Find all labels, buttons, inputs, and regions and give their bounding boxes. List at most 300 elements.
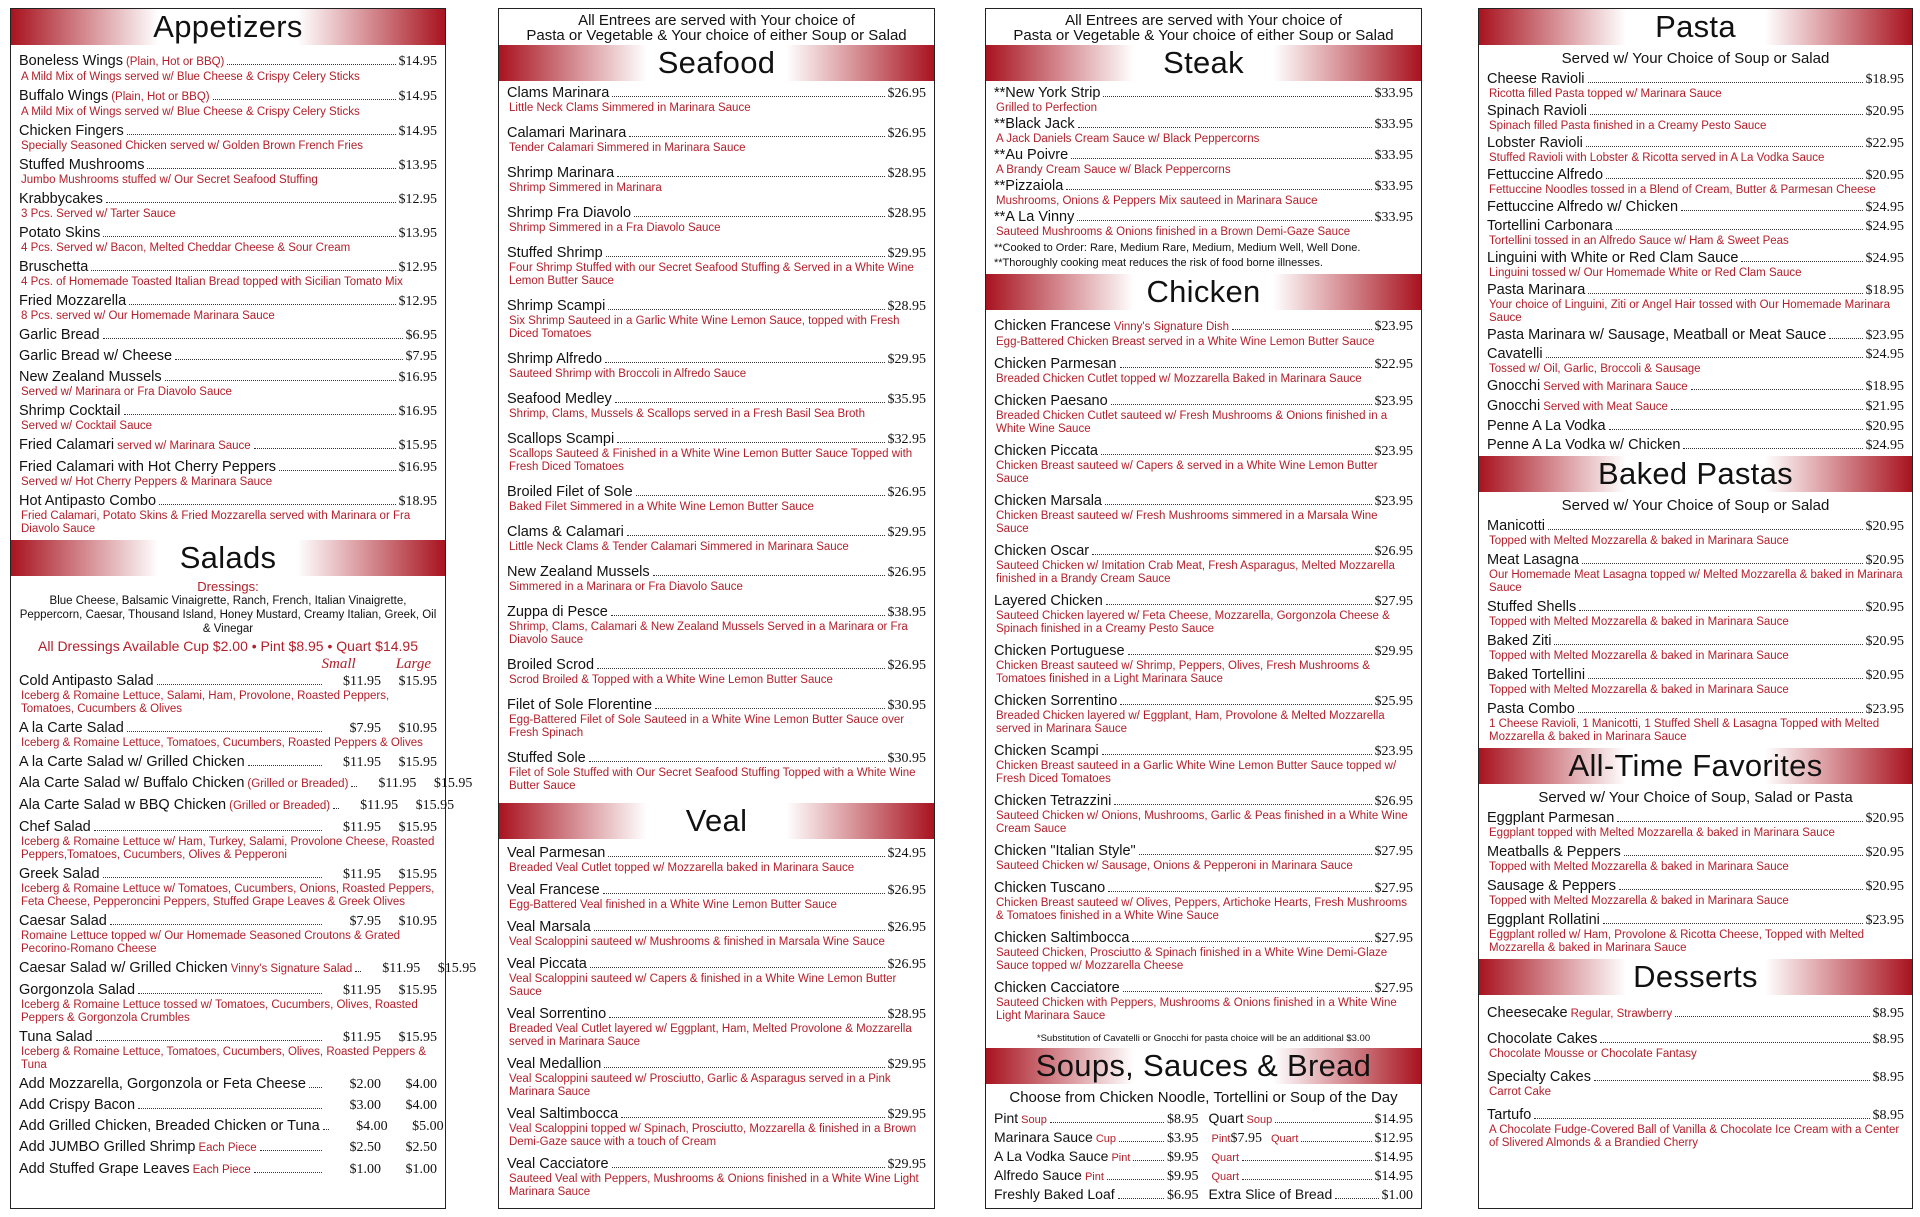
menu-item: [994, 843, 1413, 873]
menu-item-row: [19, 673, 437, 690]
menu-item-row: [1487, 437, 1904, 454]
menu-item: [994, 443, 1413, 486]
leader-dots: [617, 442, 884, 443]
menu-item: [1487, 633, 1904, 663]
item-name: [19, 259, 88, 276]
leader-dots: [1132, 941, 1371, 942]
menu-item-row: [1487, 1107, 1904, 1124]
menu-item: [1487, 1031, 1904, 1061]
menu-item: [994, 543, 1413, 586]
item-price: $12.95: [1374, 1131, 1413, 1146]
item-description: Shrimp, Clams, Calamari & New Zealand Mussels Served in a Marinara or Fra Diavolo Sauce: [509, 621, 908, 646]
menu-panel-4: [1478, 8, 1913, 1209]
item-price: $14.95: [398, 54, 437, 69]
item-name-text: Potato Skins: [19, 225, 101, 241]
menu-item: [507, 524, 926, 554]
menu-item: [1487, 199, 1904, 216]
item-name-text: Clams & Calamari: [507, 524, 624, 540]
leader-dots: [309, 1087, 322, 1088]
baked-subtitle: Served w/ Your Choice of Soup or Salad: [1561, 497, 1830, 514]
menu-item: [994, 1167, 1199, 1186]
menu-item-row: [1487, 1069, 1904, 1086]
item-name-text: Gnocchi: [1487, 398, 1541, 414]
menu-item-row: [19, 1139, 437, 1157]
item-name: [507, 85, 609, 102]
item-description: Topped with Melted Mozzarella & baked in Marinara Sauce: [1489, 895, 1789, 907]
item-note: (Grilled or Breaded): [247, 778, 349, 790]
menu-item: [994, 743, 1413, 786]
item-description: Fried Calamari, Potato Skins & Fried Mozzarella served with Marinara or Fra Diavolo Sauce: [21, 510, 411, 535]
leader-dots: [1107, 1179, 1164, 1180]
item-price: $23.95: [1374, 494, 1413, 509]
menu-item: [994, 930, 1413, 973]
item-name-text: Chicken Tuscano: [994, 880, 1106, 896]
item-note: Soup: [1246, 1114, 1273, 1126]
item-price: $32.95: [887, 432, 926, 447]
leader-dots: [1683, 448, 1862, 449]
item-name-text: Chicken Sorrentino: [994, 693, 1118, 709]
menu-item-row: [1487, 103, 1904, 120]
leader-dots: [1671, 409, 1863, 410]
item-name: [19, 225, 100, 242]
item-note: served w/ Marinara Sauce: [117, 440, 251, 452]
menu-item-row: [994, 356, 1413, 373]
item-price: $20.95: [1865, 104, 1904, 119]
item-price: $22.95: [1374, 357, 1413, 372]
item-description: Breaded Veal Cutlet topped w/ Mozzarella baked in Marinara Sauce: [509, 862, 855, 874]
item-name-text: Shrimp Alfredo: [507, 351, 603, 367]
leader-dots: [597, 668, 884, 669]
menu-item-row: [507, 657, 926, 674]
item-note: Soup: [1021, 1114, 1047, 1126]
item-description: Chicken Breast sauteed w/ Capers & served in a White Wine Lemon Butter Sauce: [996, 460, 1378, 485]
item-name: [994, 116, 1075, 133]
item-price: $16.95: [398, 370, 437, 385]
item-price: $12.95: [398, 260, 437, 275]
menu-item: [19, 348, 437, 365]
item-name-text: Pasta Combo: [1487, 701, 1575, 717]
menu-item-row: [994, 1167, 1199, 1186]
menu-item-row: [994, 843, 1413, 860]
leader-dots: [1675, 1016, 1869, 1017]
menu-item-row: [19, 191, 437, 208]
item-price: $26.95: [887, 920, 926, 935]
leader-dots: [147, 168, 395, 169]
menu-item: [1487, 1107, 1904, 1150]
entree-note-line-2: Pasta or Vegetable & Your choice of either Soup or Salad: [1013, 27, 1394, 44]
item-note: Served with Meat Sauce: [1543, 401, 1668, 413]
menu-item: [507, 351, 926, 381]
item-name-text: Caesar Salad: [19, 913, 107, 929]
leader-dots: [612, 1167, 885, 1168]
item-price: $16.95: [398, 460, 437, 475]
item-name: [19, 1029, 93, 1046]
leader-dots: [103, 338, 403, 339]
item-price: $29.95: [887, 1107, 926, 1122]
item-description: Chicken Breast sauteed w/ Fresh Mushrooms simmered in a Marsala Wine Sauce: [996, 510, 1378, 535]
item-name: [994, 693, 1117, 710]
menu-item: [507, 750, 926, 793]
item-description: Sauteed Mushrooms & Onions finished in a Brown Demi-Gaze Sauce: [996, 226, 1351, 238]
leader-dots: [248, 765, 322, 766]
menu-item-row: [1487, 282, 1904, 299]
leader-dots: [1242, 1160, 1371, 1161]
menu-item: [994, 493, 1413, 536]
baked-list: [1479, 518, 1912, 744]
menu-item-row: [994, 147, 1413, 164]
item-description: Topped with Melted Mozzarella & baked in Marinara Sauce: [1489, 616, 1789, 628]
item-note: Regular, Strawberry: [1570, 1008, 1673, 1020]
item-name: [1487, 518, 1545, 535]
item-name: [19, 157, 144, 174]
item-name-text: Clams Marinara: [507, 85, 610, 101]
item-price: $20.95: [1865, 879, 1904, 894]
leader-dots: [604, 1067, 884, 1068]
leader-dots: [1534, 1118, 1869, 1119]
item-description: 1 Cheese Ravioli, 1 Manicotti, 1 Stuffed Shell & Lasagna Topped with Melted Mozzarella & baked in Marinara Sauce: [1489, 718, 1880, 743]
item-name-text: Quart: [1208, 1110, 1244, 1126]
item-name-text: Fettuccine Alfredo w/ Chicken: [1487, 199, 1679, 215]
item-description: Specially Seasoned Chicken served w/ Golden Brown French Fries: [21, 140, 363, 152]
item-name: [507, 882, 600, 899]
item-name: [1487, 633, 1551, 650]
item-name-text: Penne A La Vodka w/ Chicken: [1487, 437, 1681, 453]
menu-item-row: [1487, 346, 1904, 363]
item-name: [19, 797, 330, 815]
item-name-text: Tortellini Carbonara: [1487, 218, 1613, 234]
item-name-text: Chicken Saltimbocca: [994, 930, 1130, 946]
item-price: $29.95: [1374, 644, 1413, 659]
item-price: $3.95: [1167, 1131, 1199, 1146]
leader-dots: [355, 971, 361, 972]
menu-item: [19, 1139, 437, 1157]
menu-item-row: [19, 293, 437, 310]
menu-item-row: [19, 1029, 437, 1046]
item-description: Topped with Melted Mozzarella & baked in Marinara Sauce: [1489, 650, 1789, 662]
item-price: $20.95: [1865, 634, 1904, 649]
menu-item: [994, 318, 1413, 349]
item-name: [19, 403, 121, 420]
menu-item: [507, 391, 926, 421]
menu-item: [507, 604, 926, 647]
section-title-baked-pastas: Baked Pastas: [1479, 456, 1912, 492]
item-name: [507, 165, 614, 182]
item-note: Each Piece: [198, 1142, 257, 1154]
leader-dots: [1301, 1141, 1371, 1142]
item-price: $14.95: [1374, 1169, 1413, 1184]
menu-item: [1487, 844, 1904, 874]
item-description: Mushrooms, Onions & Peppers Mix sauteed in Marinara Sauce: [996, 195, 1318, 207]
item-name-text: A La Vodka Sauce: [994, 1148, 1109, 1164]
item-name-text: Broiled Filet of Sole: [507, 484, 633, 500]
item-name: [507, 956, 587, 973]
menu-item: [1487, 667, 1904, 697]
leader-dots: [127, 134, 396, 135]
menu-item-row: [507, 956, 926, 973]
menu-item: [19, 754, 437, 771]
item-name: [1487, 327, 1826, 344]
price-large: $4.00: [405, 1077, 437, 1092]
item-price: $33.95: [1374, 117, 1413, 132]
entree-note-line-2: Pasta or Vegetable & Your choice of either Soup or Salad: [526, 27, 907, 44]
item-name-text: New Zealand Mussels: [19, 369, 162, 385]
item-name-text: Chicken Cacciatore: [994, 980, 1120, 996]
menu-item-row: [507, 1006, 926, 1023]
item-name: [994, 930, 1129, 947]
item-name: [1209, 1129, 1231, 1148]
leader-dots: [1114, 804, 1371, 805]
menu-item-row: [19, 123, 437, 140]
item-price: $29.95: [887, 246, 926, 261]
price-small: $11.95: [343, 1030, 381, 1045]
item-price: $20.95: [1865, 419, 1904, 434]
item-description: Egg-Battered Chicken Breast served in a White Wine Lemon Butter Sauce: [996, 336, 1375, 348]
menu-item-row: [507, 431, 926, 448]
section-title-appetizers: Appetizers: [11, 9, 445, 45]
price-large: $15.95: [398, 867, 437, 882]
leader-dots: [1548, 529, 1862, 530]
item-description: Egg-Battered Filet of Sole Sauteed in a White Wine Lemon Butter Sauce over Fresh Spinach: [509, 714, 905, 739]
leader-dots: [159, 504, 395, 505]
leader-dots: [1101, 454, 1372, 455]
item-description: Breaded Chicken Cutlet topped w/ Mozzarella Baked in Marinara Sauce: [996, 373, 1362, 385]
price-large: $15.95: [398, 1030, 437, 1045]
item-name: [994, 209, 1074, 226]
menu-item-row: [1487, 398, 1904, 416]
item-name-text: Garlic Bread w/ Cheese: [19, 348, 173, 364]
menu-item: [1487, 346, 1904, 376]
leader-dots: [103, 236, 395, 237]
menu-item: [1487, 167, 1904, 197]
item-name-text: Shrimp Scampi: [507, 298, 606, 314]
item-price: $26.95: [887, 126, 926, 141]
item-name: [1487, 810, 1614, 827]
item-name: [1487, 701, 1575, 718]
item-name: [19, 720, 124, 737]
item-description: Fettuccine Noodles tossed in a Blend of Cream, Butter & Parmesan Cheese: [1489, 184, 1876, 196]
item-description: Ricotta filled Pasta topped w/ Marinara Sauce: [1489, 88, 1722, 100]
item-name-text: Veal Cacciatore: [507, 1156, 609, 1172]
dressings-list: Blue Cheese, Balsamic Vinaigrette, Ranch, French, Italian Vinaigrette, Peppercorn, Caesar, Thousand Island, Honey Mustard, Creamy Italian, Greek, Oil & Vinegar: [19, 595, 437, 635]
item-price: $20.95: [1865, 519, 1904, 534]
item-price: $16.95: [398, 404, 437, 419]
item-name: [1487, 167, 1603, 184]
menu-item-row: [19, 913, 437, 930]
menu-item: [19, 259, 437, 289]
menu-item-row: [507, 604, 926, 621]
item-description: Veal Scaloppini sauteed w/ Mushrooms & finished in Marsala Wine Sauce: [509, 936, 885, 948]
leader-dots: [1829, 338, 1862, 339]
menu-item: [994, 880, 1413, 923]
menu-item: [507, 298, 926, 341]
item-price: $8.95: [1872, 1070, 1904, 1085]
item-price: $38.95: [887, 605, 926, 620]
item-name-text: Tuna Salad: [19, 1029, 93, 1045]
menu-item: [1487, 437, 1904, 454]
menu-item: [1487, 398, 1904, 416]
menu-item-row: [994, 593, 1413, 610]
section-title-soups: Soups, Sauces & Bread: [986, 1048, 1421, 1084]
menu-item-row: [1487, 518, 1904, 535]
item-price: $8.95: [1167, 1112, 1199, 1127]
menu-item-row: [19, 327, 437, 344]
section-title-veal: Veal: [499, 803, 934, 839]
leader-dots: [605, 362, 884, 363]
item-name-text: Chicken "Italian Style": [994, 843, 1136, 859]
leader-dots: [1102, 754, 1372, 755]
menu-item-row: [1487, 135, 1904, 152]
menu-item: [1487, 552, 1904, 595]
item-name: [507, 1156, 609, 1173]
menu-item: [507, 484, 926, 514]
item-name: [507, 919, 591, 936]
item-price: $29.95: [887, 1157, 926, 1172]
item-name-text: Caesar Salad w/ Grilled Chicken: [19, 960, 228, 976]
item-name-text: Stuffed Sole: [507, 750, 586, 766]
item-name-text: Lobster Ravioli: [1487, 135, 1583, 151]
leader-dots: [110, 924, 322, 925]
item-name: [19, 348, 172, 365]
section-title-desserts: Desserts: [1479, 959, 1912, 995]
menu-item-row: [507, 697, 926, 714]
item-name: [1487, 1031, 1597, 1048]
leader-dots: [1232, 329, 1372, 330]
menu-item-row: [1209, 1129, 1414, 1148]
item-price: $20.95: [1865, 668, 1904, 683]
menu-item: [507, 657, 926, 687]
item-name: [994, 356, 1117, 373]
menu-item-row: [1487, 1005, 1904, 1023]
item-description: Shrimp Simmered in a Fra Diavolo Sauce: [509, 222, 721, 234]
menu-item-row: [1209, 1110, 1414, 1129]
menu-item-row: [19, 1097, 437, 1114]
item-price: $20.95: [1865, 168, 1904, 183]
item-price: $26.95: [887, 957, 926, 972]
item-name-text: Chicken Parmesan: [994, 356, 1117, 372]
menu-item-row: [994, 980, 1413, 997]
price-small: $11.95: [378, 776, 417, 791]
item-price: $24.95: [1865, 200, 1904, 215]
item-description: Romaine Lettuce topped w/ Our Homemade Seasoned Croutons & Grated Pecorino-Romano Cheese: [21, 930, 401, 955]
item-note: Vinny's Signature Dish: [1113, 321, 1229, 333]
menu-item: [994, 980, 1413, 1023]
leader-dots: [323, 1129, 329, 1130]
item-name: [507, 1056, 601, 1073]
item-description: Baked Filet Simmered in a White Wine Lemon Butter Sauce: [509, 501, 814, 513]
item-name-text: Eggplant Rollatini: [1487, 912, 1600, 928]
leader-dots: [1050, 1122, 1164, 1123]
item-name-text: Tartufo: [1487, 1107, 1532, 1123]
item-name: [994, 1110, 1047, 1129]
price-large: $15.95: [398, 820, 437, 835]
menu-item: [19, 1076, 437, 1093]
leader-dots: [1590, 114, 1863, 115]
item-name-text: Add Crispy Bacon: [19, 1097, 136, 1113]
price-small: $11.95: [343, 755, 381, 770]
menu-item: [1209, 1129, 1414, 1148]
leader-dots: [1554, 644, 1862, 645]
menu-item-row: [19, 369, 437, 386]
item-description: Veal Scaloppini topped w/ Spinach, Prosciutto, Mozzarella & finished in a Brown Demi-Gaze sauce with a touch of Cream: [509, 1123, 917, 1148]
item-price: $6.95: [1167, 1188, 1199, 1203]
price-small: $1.00: [349, 1162, 381, 1177]
item-name: [1487, 844, 1621, 861]
leader-dots: [1616, 229, 1863, 230]
item-name: [19, 754, 245, 771]
item-name-text: Chocolate Cakes: [1487, 1031, 1598, 1047]
menu-item-row: [994, 209, 1413, 226]
item-name-text: Gnocchi: [1487, 378, 1541, 394]
menu-item: [19, 1097, 437, 1114]
item-price: $8.95: [1872, 1006, 1904, 1021]
item-description: Shrimp, Clams, Mussels & Scallops served in a Fresh Basil Sea Broth: [509, 408, 865, 420]
menu-item: [19, 673, 437, 716]
item-name-text: Veal Marsala: [507, 919, 591, 935]
item-price: $14.95: [1374, 1150, 1413, 1165]
item-price: $33.95: [1374, 179, 1413, 194]
leader-dots: [254, 1172, 322, 1173]
item-name-text: Zuppa di Pesce: [507, 604, 608, 620]
menu-item-row: [994, 1148, 1199, 1167]
menu-item: [19, 191, 437, 221]
leader-dots: [1603, 923, 1863, 924]
steak-list: [986, 81, 1421, 239]
item-name: [1487, 437, 1680, 454]
price-large: $15.95: [398, 755, 437, 770]
menu-item-row: [1487, 844, 1904, 861]
item-name-text: Hot Antipasto Combo: [19, 493, 157, 509]
leader-dots: [1071, 158, 1371, 159]
item-name: [1487, 398, 1668, 416]
item-description: Jumbo Mushrooms stuffed w/ Our Secret Seafood Stuffing: [21, 174, 318, 186]
price-large: $1.00: [405, 1162, 437, 1177]
menu-item: [19, 866, 437, 909]
menu-item-row: [994, 443, 1413, 460]
item-description: Sauteed Chicken with Peppers, Mushrooms & Onions finished in a White Wine Light Marinara Sauce: [996, 997, 1397, 1022]
leader-dots: [129, 304, 395, 305]
menu-item-row: [1209, 1148, 1414, 1167]
item-name: [19, 673, 154, 690]
leader-dots: [127, 731, 322, 732]
item-name-text: Pasta Marinara w/ Sausage, Meatball or Meat Sauce: [1487, 327, 1827, 343]
leader-dots: [1106, 604, 1372, 605]
item-name: [19, 88, 210, 106]
leader-dots: [1123, 991, 1372, 992]
item-price: $12.95: [398, 294, 437, 309]
seafood-list: [499, 81, 934, 793]
item-name-text: Veal Piccata: [507, 956, 587, 972]
menu-item-row: [507, 245, 926, 262]
menu-item-row: [19, 403, 437, 420]
menu-item-row: [1487, 167, 1904, 184]
menu-item: [994, 1186, 1199, 1204]
item-name-text: **Black Jack: [994, 116, 1075, 132]
item-name: [19, 437, 251, 455]
menu-panel-1: [10, 8, 477, 1209]
leader-dots: [608, 856, 884, 857]
leader-dots: [157, 684, 322, 685]
item-name-text: Chicken Paesano: [994, 393, 1108, 409]
item-name: [507, 657, 594, 674]
menu-item-row: [507, 1156, 926, 1173]
item-price: $18.95: [1865, 72, 1904, 87]
menu-item: [19, 797, 455, 815]
item-note: Served with Marinara Sauce: [1543, 381, 1688, 393]
item-name-text: Veal Francese: [507, 882, 600, 898]
item-price: $29.95: [887, 525, 926, 540]
item-description: Linguini tossed w/ Our Homemade White or Red Clam Sauce: [1489, 267, 1802, 279]
item-description: A Brandy Cream Sauce w/ Black Peppercorns: [996, 164, 1231, 176]
